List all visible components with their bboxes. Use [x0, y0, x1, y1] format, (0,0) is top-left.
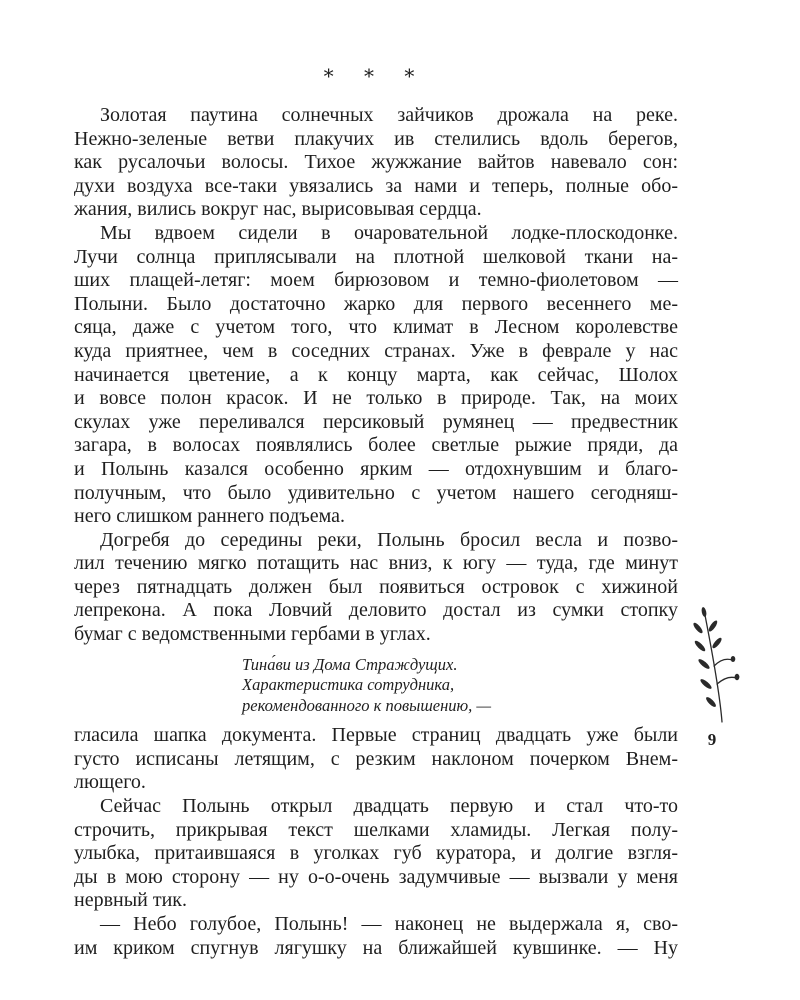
- text-line: строчить, прикрывая текст шелками хламиды. Легкая полу-: [74, 818, 678, 841]
- section-separator: * * *: [323, 64, 427, 88]
- text-line: ды в мою сторону — ну о-о-очень задумчивые — вызвали у меня: [74, 865, 678, 888]
- text-line: сяца, даже с учетом того, что климат в Лесном королевстве: [74, 316, 678, 339]
- text-line: духи воздуха все-таки увязались за нами и теперь, полные обо-: [74, 174, 678, 197]
- text-line: Сейчас Полынь открыл двадцать первую и стал что-то: [100, 794, 678, 817]
- text-line: Золотая паутина солнечных зайчиков дрожала на реке.: [100, 104, 678, 126]
- text-line: улыбка, притаившаяся в уголках губ куратора, и долгие взгля-: [74, 842, 678, 865]
- text-line: Догребя до середины реки, Полынь бросил весла и позво-: [100, 528, 678, 551]
- text-line: Нежно-зеленые ветви плакучих ив стелились вдоль берегов,: [74, 127, 678, 150]
- text-line: и вовсе полон красок. И не только в природе. Так, на моих: [74, 387, 678, 410]
- text-line: лил течению мягко потащить нас вниз, к югу — туда, где минут: [74, 552, 678, 575]
- text-line: Полыни. Было достаточно жарко для первого весеннего ме-: [74, 292, 678, 315]
- text-line: лепрекона. А пока Ловчий деловито достал из сумки стопку: [74, 599, 678, 622]
- text-line: и Полынь казался особенно ярким — отдохнувшим и благо-: [74, 457, 678, 480]
- text-line: лющего.: [74, 771, 146, 794]
- text-line: через пятнадцать должен был появиться островок с хижиной: [74, 575, 678, 598]
- page-number: 9: [707, 730, 717, 749]
- text-line: густо исписаны летящим, с резким наклоном почерком Внем-: [74, 747, 678, 770]
- text-line: куда приятнее, чем в соседних странах. Уже в феврале у нас: [74, 339, 678, 362]
- text-line: бумаг с ведомственными гербами в углах.: [74, 623, 431, 646]
- leaf-sprig-icon: [684, 606, 742, 724]
- text-line: гласила шапка документа. Первые страниц двадцать уже были: [74, 724, 678, 747]
- text-line: ших плащей-летяг: моем бирюзовом и темно-фиолетовом —: [74, 269, 678, 292]
- text-line: жания, вились вокруг нас, вырисовывая сердца.: [74, 198, 482, 221]
- text-line: — Небо голубое, Полынь! — наконец не выдержала я, сво-: [100, 912, 678, 935]
- text-line: им криком спугнув лягушку на ближайшей кувшинке. — Ну: [74, 936, 678, 959]
- epigraph-line: рекомендованного к повышению, —: [242, 695, 492, 715]
- text-line: скулах уже переливался персиковый румянец — предвестник: [74, 410, 678, 433]
- text-line: Мы вдвоем сидели в очаровательной лодке-плоскодонке.: [100, 221, 678, 244]
- text-line: Лучи солнца приплясывали на плотной шелковой ткани на-: [74, 245, 678, 268]
- epigraph-line: Характеристика сотрудника,: [242, 675, 455, 695]
- text-line: начинается цветение, а к концу марта, как сейчас, Шолох: [74, 363, 678, 386]
- body-text: [74, 104, 678, 960]
- text-line: как русалочьи волосы. Тихое жужжание вайтов навевало сон:: [74, 151, 678, 174]
- text-line: загара, в волосах появлялись более светлые рыжие пряди, да: [74, 434, 678, 457]
- epigraph-line: Тина́ви из Дома Страждущих.: [242, 654, 458, 674]
- text-line: него слишком раннего подъема.: [74, 505, 346, 528]
- epigraph: [242, 655, 678, 717]
- text-line: получным, что было удивительно с учетом нашего сегодняш-: [74, 481, 678, 504]
- text-line: нервный тик.: [74, 889, 188, 912]
